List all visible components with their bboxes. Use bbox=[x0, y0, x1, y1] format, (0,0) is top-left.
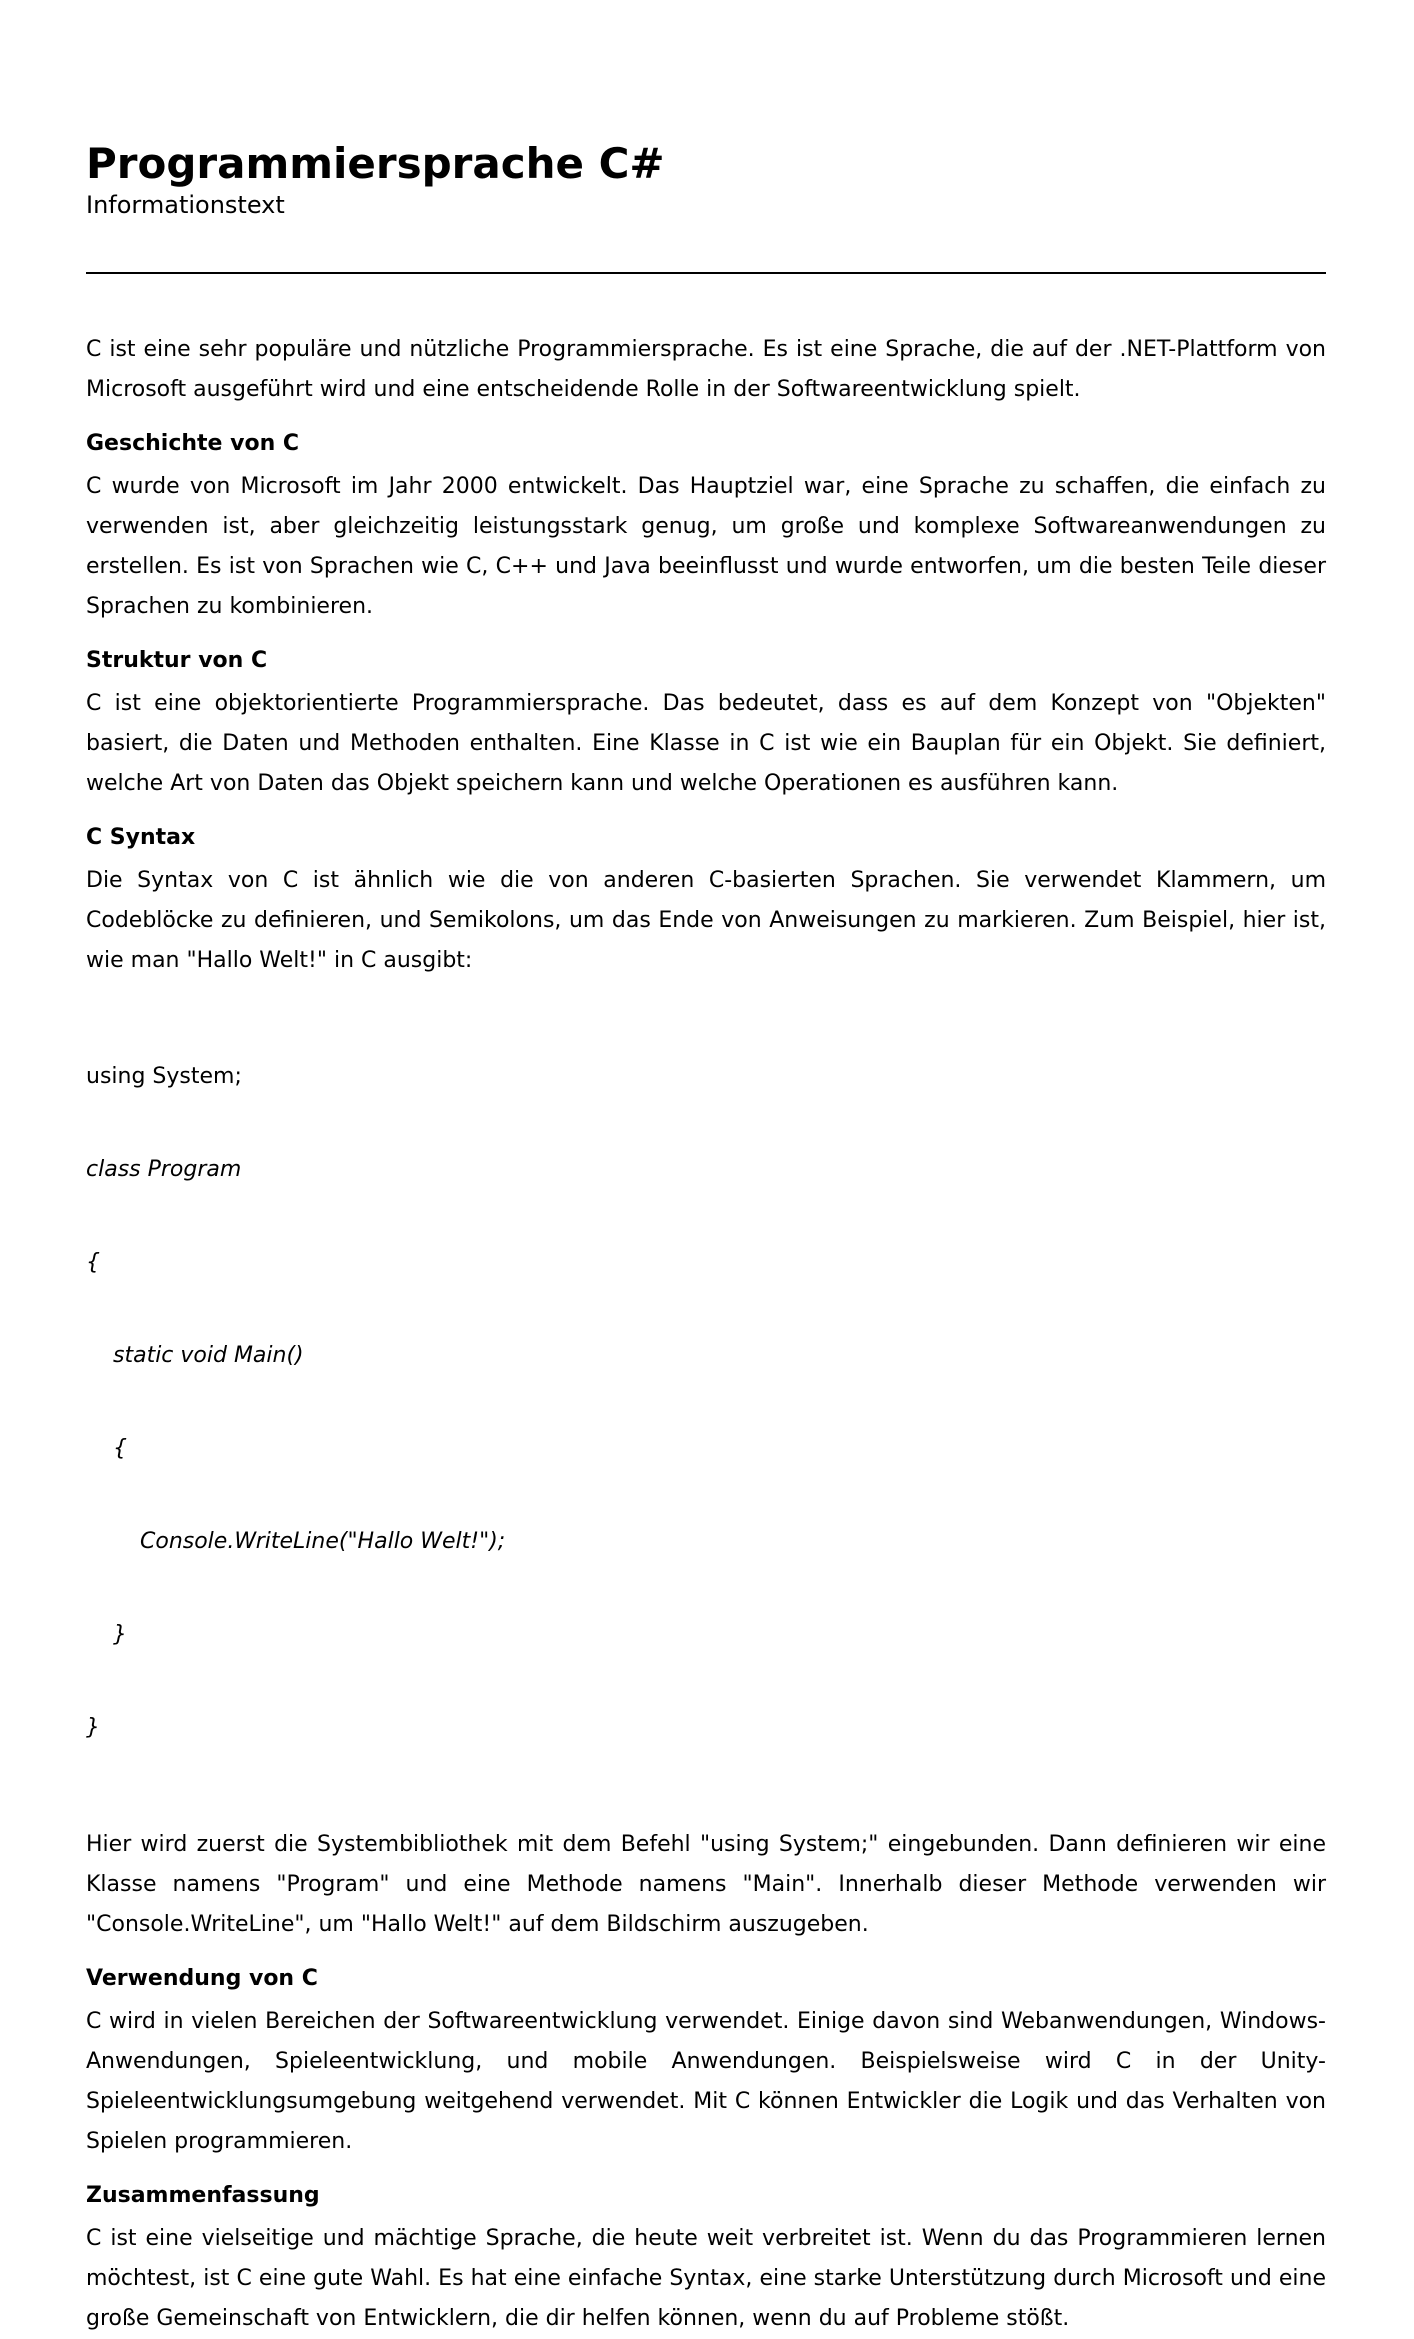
code-line: using System; bbox=[86, 1064, 242, 1089]
section-heading-usage: Verwendung von C bbox=[86, 1966, 318, 1991]
page-subtitle: Informationstext bbox=[86, 191, 285, 219]
code-line: class Program bbox=[86, 1157, 242, 1182]
code-line: } bbox=[113, 1622, 127, 1647]
section-text-structure: C ist eine objektorientierte Programmiersprache. Das bedeutet, dass es auf dem Konzept von "Objekten" basiert, die Daten und Methoden enthalten. Eine Klasse in C ist wie ein Bauplan für ein Objekt. Sie definiert, welche Art von Daten das Objekt speichern kann und welche Operationen es ausführen kann. bbox=[86, 691, 1326, 796]
code-line: } bbox=[86, 1715, 100, 1740]
section-heading-structure: Struktur von C bbox=[86, 648, 268, 673]
section-heading-summary: Zusammenfassung bbox=[86, 2183, 320, 2208]
code-line: Console.WriteLine("Hallo Welt!"); bbox=[140, 1529, 506, 1554]
code-line: static void Main() bbox=[113, 1343, 304, 1368]
section-text-usage: C wird in vielen Bereichen der Softwareentwicklung verwendet. Einige davon sind Webanwendungen, Windows-Anwendungen, Spieleentwicklung, und mobile Anwendungen. Beispielsweise wird C in der Unity-Spieleentwicklungsumgebung weitgehend verwendet. Mit C können Entwickler die Logik und das Verhalten von Spielen programmieren. bbox=[86, 2009, 1326, 2154]
page-title: Programmiersprache C# bbox=[86, 139, 665, 188]
section-text-syntax-explanation: Hier wird zuerst die Systembibliothek mit dem Befehl "using System;" eingebunden. Dann definieren wir eine Klasse namens "Program" und eine Methode namens "Main". Innerhalb dieser Methode verwenden wir "Console.WriteLine", um "Hallo Welt!" auf dem Bildschirm auszugeben. bbox=[86, 1832, 1326, 1937]
section-heading-history: Geschichte von C bbox=[86, 431, 300, 456]
document-page bbox=[86, 0, 1326, 2331]
code-line: { bbox=[113, 1436, 127, 1461]
document-body bbox=[86, 330, 1326, 2339]
code-line: { bbox=[86, 1250, 100, 1275]
code-example bbox=[86, 999, 1326, 1805]
section-heading-syntax: C Syntax bbox=[86, 825, 196, 850]
header-divider bbox=[86, 272, 1326, 274]
section-text-history: C wurde von Microsoft im Jahr 2000 entwickelt. Das Hauptziel war, eine Sprache zu schaffen, die einfach zu verwenden ist, aber gleichzeitig leistungsstark genug, um große und komplexe Softwareanwendungen zu erstellen. Es ist von Sprachen wie C, C++ und Java beeinflusst und wurde entworfen, um die besten Teile dieser Sprachen zu kombinieren. bbox=[86, 474, 1326, 619]
intro-paragraph: C ist eine sehr populäre und nützliche Programmiersprache. Es ist eine Sprache, die auf der .NET-Plattform von Microsoft ausgeführt wird und eine entscheidende Rolle in der Softwareentwicklung spielt. bbox=[86, 337, 1326, 402]
section-text-syntax: Die Syntax von C ist ähnlich wie die von anderen C-basierten Sprachen. Sie verwendet Klammern, um Codeblöcke zu definieren, und Semikolons, um das Ende von Anweisungen zu markieren. Zum Beispiel, hier ist, wie man "Hallo Welt!" in C ausgibt: bbox=[86, 868, 1326, 973]
section-text-summary: C ist eine vielseitige und mächtige Sprache, die heute weit verbreitet ist. Wenn du das Programmieren lernen möchtest, ist C eine gute Wahl. Es hat eine einfache Syntax, eine starke Unterstützung durch Microsoft und eine große Gemeinschaft von Entwicklern, die dir helfen können, wenn du auf Probleme stößt. bbox=[86, 2226, 1326, 2331]
